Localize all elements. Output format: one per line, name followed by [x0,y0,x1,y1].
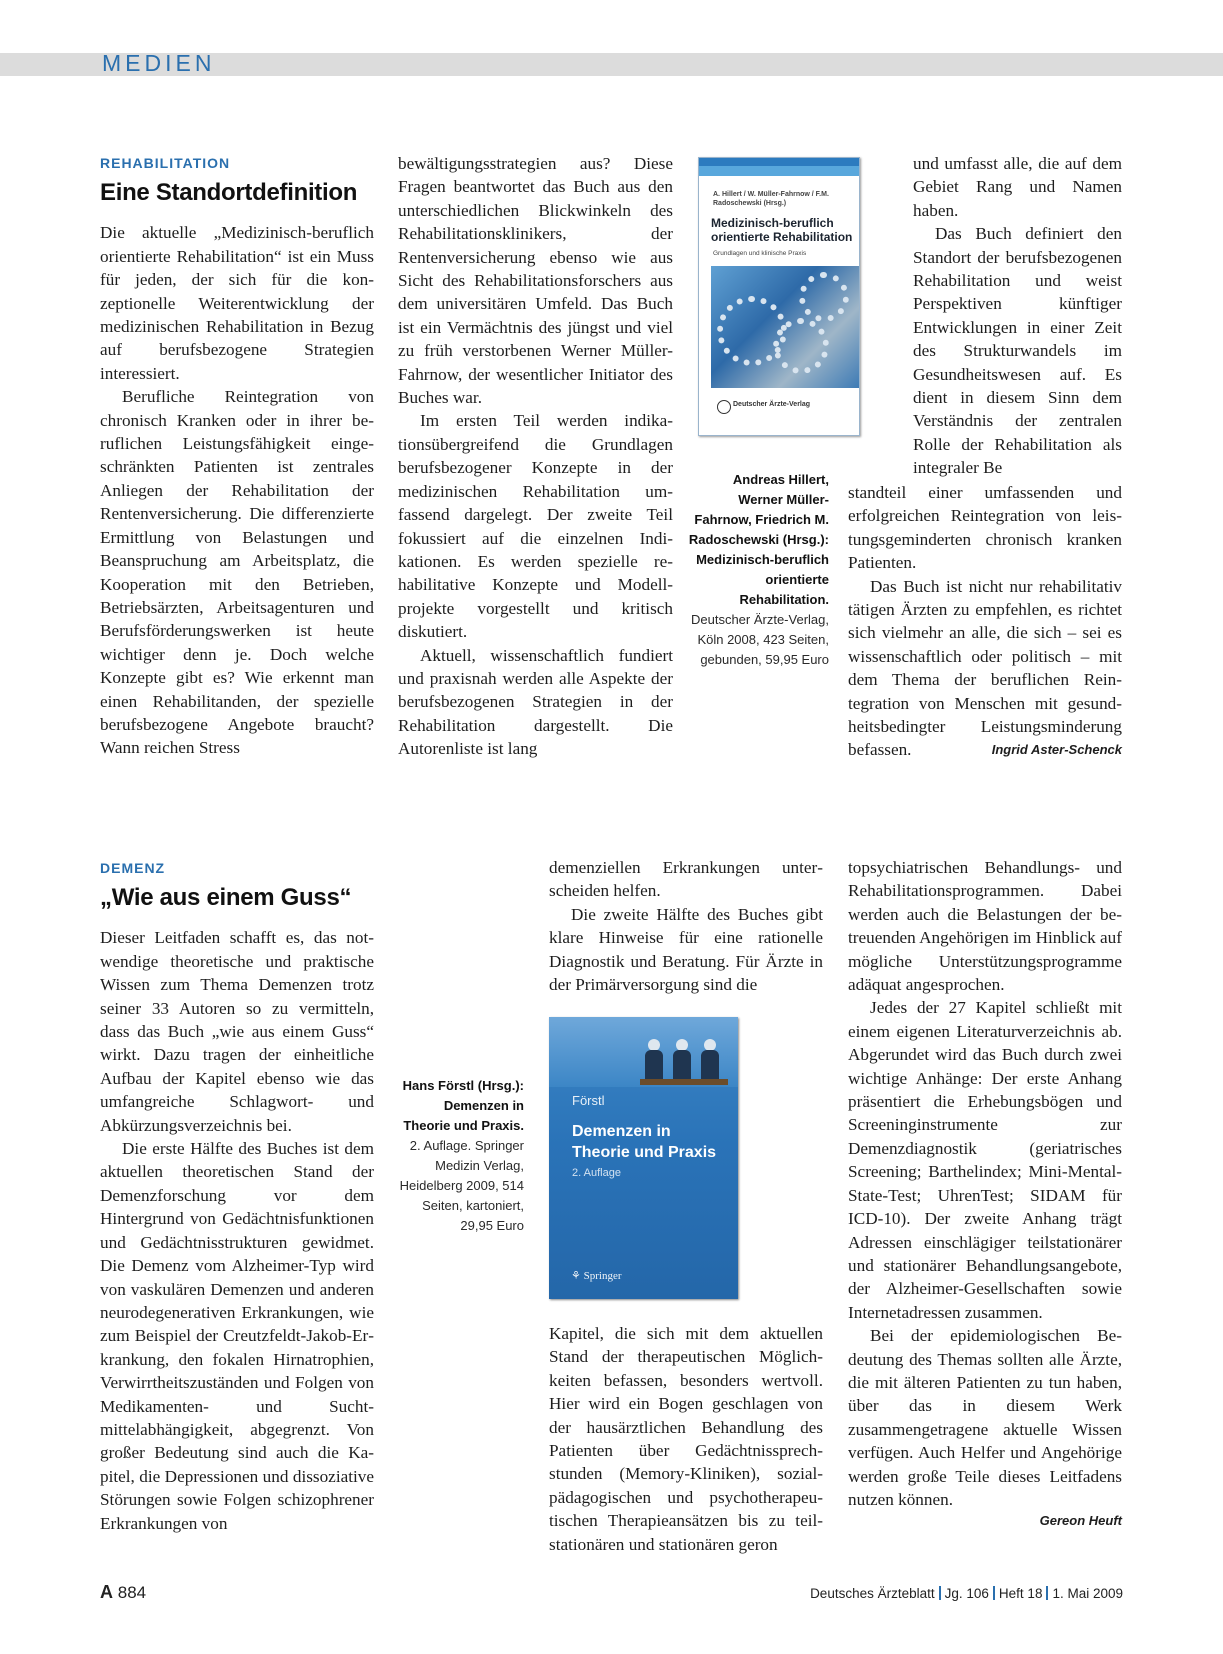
article2-column-3 [848,856,1122,1531]
journal-name: Deutsches Ärzteblatt [810,1586,935,1601]
article1-column-4 [848,481,1122,760]
article2-column-1 [100,857,374,1535]
article2-book-caption [398,1076,524,1236]
caption-bold: Hans Förstl (Hrsg.): Demenzen in Theorie und Praxis. [402,1078,524,1133]
gear-icon [773,318,829,374]
paragraph: demenziellen Erkrankungen unterscheiden helfen. [549,858,823,901]
cover-authors: A. Hillert / W. Müller-Fahrnow / F.M. Radoschewski (Hrsg.) [713,191,829,207]
page-number-value: 884 [117,1583,147,1602]
cover-band [699,158,859,166]
paragraph: Das Buch definiert den Standort der berufsbezogenen Rehabilitation und weist Perspektiven künftiger Entwicklungen in einer Zeit des Strukturwandels im Gesundheitswesen auf. Es dient in diesem Sinn dem Verständnis der zentralen Rolle der Rehabilitation als integraler Be [913,224,1122,478]
separator [1046,1586,1048,1600]
paragraph: Die erste Hälfte des Buches ist dem aktuellen theoretischen Stand der Demenzforschung vor dem Hintergrund von Gedächtnisfunktionen und Gedächtnisstrukturen gewidmet. Die Demenz vom Alzheimer-Typ wird von vaskulären Demenzen und anderen neurodegenerativen Erkrankungen, wie zum Beispiel der Creutzfeldt-Jakob-Erkrankung, den fokalen Hirnatrophien, Verwirrtheitszuständen und Folgen von Medikamenten- und Suchtmittelabhängigkeit, abgegrenzt. Von großer Bedeutung sind auch die Kapitel, die Depressionen und dissoziative Störungen sowie Folgen schizophrener Erkrankungen von [100,1139,374,1533]
paragraph: bewältigungsstrategien aus? Diese Fragen beantwortet das Buch aus den unterschiedlichen Blickwinkeln des Rehabilitationsklinikers, der Rentenversicherung ebenso wie aus Sicht des Rehabilitationsforschers aus dem universitären Umfeld. Das Buch ist ein Vermächtnis des jüngst und viel zu früh verstorbenen Werner Müller-Fahrnow, der wesentlicher Initiator des Buches war. [398,154,673,408]
cover-edition: 2. Auflage [572,1167,621,1179]
cover-subtitle: Grundlagen und klinische Praxis [713,250,807,257]
article1-book-caption [686,470,829,670]
book-cover-rehabilitation [698,157,860,436]
journal-volume: Jg. 106 [944,1586,989,1601]
separator [939,1586,941,1600]
gear-icon [799,272,849,322]
caption-plain: 2. Auflage. Springer Medizin Verlag, Heidelberg 2009, 514 Seiten, kartoniert, 29,95 Euro [399,1138,524,1233]
paragraph: Die zweite Hälfte des Buches gibt klare Hinweise für eine rationelle Diagnostik und Beratung. Für Ärzte in der Primärversorgung sind die [549,904,823,995]
paragraph: Dieser Leitfaden schafft es, das notwendige theoretische und praktische Wissen zum Thema Demenzen trotz seiner 33 Autoren so zu vermitteln, dass das Buch „wie aus einem Guss“ wirkt. Dazu tragen der einheitliche Aufbau der Kapitel ebenso wie das umfangreiche Schlagwort- und Abkürzungsverzeichnis bei. [100,928,374,1135]
cover-author: Förstl [572,1093,605,1108]
cover-publisher: ⚘ Springer [571,1270,622,1282]
paragraph: Die aktuelle „Medizinisch-beruflich orientierte Rehabilitation“ ist ein Muss für jeden, der sich für die konzeptionelle Weiterentwicklung der medizinischen Rehabilitation in Bezug auf berufsbezogene Strategien interessiert. [100,223,374,383]
caption-plain: Deutscher Ärzte-Verlag, Köln 2008, 423 Seiten, gebunden, 59,95 Euro [690,612,829,667]
article1-column-2 [398,152,673,761]
paragraph: topsychiatrischen Behandlungs- und Rehabilitationsprogrammen. Dabei werden auch die Belastungen der betreuenden Angehörigen im Hinblick auf mögliche Unterstützungsprogramme adäquat angesprochen. [848,858,1122,995]
cover-publisher: Deutscher Ärzte-Verlag [733,401,811,408]
separator [993,1586,995,1600]
article1-author: Ingrid Aster-Schenck [991,741,1122,757]
page-prefix: A [100,1582,113,1602]
paragraph: Bei der epidemiologischen Bedeutung des Themas sollten alle Ärzte, die mit älteren Patienten zu tun haben, über das in diesem Werk zusammengetragene aktuelle Wissen verfügen. Auch Helfer und Angehörige werden große Teile dieses Leitfadens nutzen können. [848,1326,1122,1509]
paragraph: Aktuell, wissenschaftlich fundiert und praxisnah werden alle Aspekte der berufsbezogenen Strategien in der Rehabilitation dargestellt. Die Autorenliste ist lang [398,645,673,759]
book-cover-demenzen [549,1017,738,1299]
cover-title: Demenzen in Theorie und Praxis [572,1123,717,1161]
article1-column-3 [913,152,1122,480]
journal-info [810,1586,1123,1601]
caption-bold: Andreas Hillert, Werner Müller-Fahrnow, Friedrich M. Radoschewski (Hrsg.): Medizinisch-beruflich orientierte Rehabilitation. [688,472,829,607]
article2-column-2-top [549,856,823,996]
bench-icon [640,1079,728,1085]
paragraph: Berufliche Reintegration von chronisch Kranken oder in ihrer beruflichen Leistungsfähigkeit eingeschränkten Patienten ist zentrales Anliegen der Rehabilitation der Rentenversicherung. Die differenzierte Ermittlung von Belastungen und Beanspruchung am Arbeitsplatz, die Kooperation mit den Betrieben, Betriebsärzten, Arbeitsagenturen und Berufsförderungswerken ist heute wichtiger denn je. Doch welche Konzepte gibt es? Wie erkennt man einen Rehabilitanden, der spezielle berufsbezogene Angebote braucht? Wann reichen Stress [100,387,374,758]
article1-headline: Eine Standortdefinition [100,179,358,207]
publisher-name: Springer [583,1270,622,1282]
cover-gears-image [711,266,859,388]
article2-author: Gereon Heuft [1039,1513,1122,1529]
cover-title: Medizinisch-beruflich orientierte Rehabilitation [711,216,853,244]
paragraph: Das Buch ist nicht nur rehabilitativ tätigen Ärzten zu empfehlen, es richtet sich vielmehr an alle, die sich – sei es wissenschaftlich oder politisch – mit dem Thema der beruflichen Reintegration von Menschen mit gesundheitsbedingter Leistungsminderung befassen. [848,576,1122,760]
paragraph: Im ersten Teil werden indikationsübergreifend die Grundlagen berufsbezogener Konzepte in der medizinischen Rehabilitation umfassend dargelegt. Der zweite Teil fokussiert auf die einzelnen Indikationen. Es werden spezielle rehabilitative Konzepte und Modellprojekte vorgestellt und kritisch diskutiert. [398,411,673,642]
seniors-on-bench-image [640,1035,728,1085]
paragraph: Jedes der 27 Kapitel schließt mit einem eigenen Literaturverzeichnis ab. Abgerundet wird das Buch durch zwei wichtige Anhänge: Der erste Anhang präsentiert die Erhebungsbögen und Screeninginstrumente zur Demenzdiagnostik (geriatrisches Screening; Barthelindex; Mini-Mental-State-Test; UhrenTest; SIDAM für ICD-10). Der zweite Anhang trägt Adressen einschlägiger teilstationärer und stationärer Behandlungsangebote, der Alzheimer-Gesellschaften sowie Internetadressen zusammen. [848,998,1122,1322]
article2-column-2-bottom [549,1322,823,1556]
journal-issue: Heft 18 [998,1586,1043,1601]
cover-photo [549,1017,738,1087]
journal-date: 1. Mai 2009 [1052,1586,1123,1601]
publisher-logo-icon [717,400,731,414]
article2-rubric: DEMENZ [100,860,166,876]
cover-band [699,166,859,176]
article2-headline: „Wie aus einem Guss“ [100,884,352,912]
section-label: MEDIEN [102,50,216,76]
article1-rubric: REHABILITATION [100,155,231,171]
page-number [100,1582,146,1603]
paragraph: und umfasst alle, die auf dem Gebiet Rang und Namen haben. [913,154,1122,220]
paragraph: Kapitel, die sich mit dem aktuellen Stand der therapeutischen Möglichkeiten befassen, besonders wertvoll. Hier wird ein Bogen geschlagen von der hausärztlichen Behandlung des Patienten über Gedächtnissprechstunden (Memory-Kliniken), sozialpädagogischen und psychotherapeutischen Therapieansätzen bis zu teilstationären und stationären geron [549,1324,823,1554]
paragraph: standteil einer umfassenden und erfolgreichen Reintegration von leistungsgeminderten chronisch kranken Patienten. [848,483,1122,573]
article1-column-1 [100,152,374,760]
